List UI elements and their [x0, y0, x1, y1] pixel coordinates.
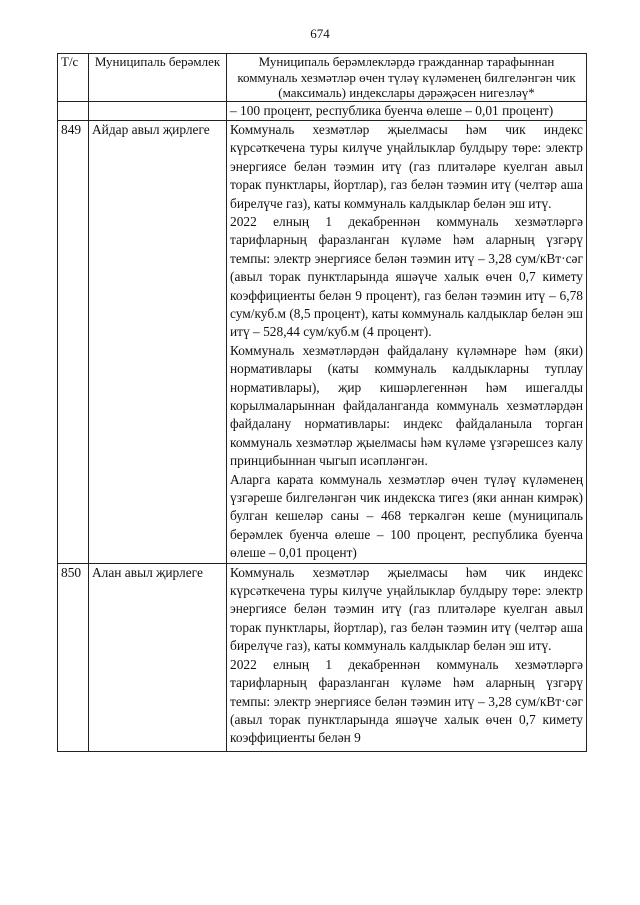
table-row — [58, 120, 587, 563]
municipal-index-table — [57, 53, 587, 752]
page-number: 674 — [310, 26, 330, 41]
description-paragraph: Коммуналь хезмәтләрдән файдалану күләмнәре һәм (яки) нормативлары (каты коммуналь калдыкларны туплау нормативлары), җир кишәрлегеннән һәм ишегалды корылмаларыннан файдаланганда коммуналь хезмәтләрдән файдалану нормативлары: индекс файдаланыла торган коммуналь хезмәтләр җыелмасы һәм күләме үзгәрешсез калу принцибыннан чыгып исәпләнгән. — [230, 342, 583, 469]
row-number — [58, 101, 89, 120]
header-number: Т/с — [58, 54, 89, 102]
description-paragraph: Коммуналь хезмәтләр җыелмасы һәм чик индекс күрсәткечена туры килүче уңайлыклар булдыру төре: электр энергиясе белән тәэмин итү (газ плитәләре куелган авыл торак пунктлары, йортлар), газ белән тәэмин итү (челтәр аша бирелүче газ), каты коммуналь калдыклар белән эш итү. — [230, 121, 583, 211]
header-municipality: Муниципаль берәмлек — [89, 54, 227, 102]
row-description — [227, 120, 587, 563]
row-municipality: Алан авыл җирлеге — [89, 563, 227, 751]
description-paragraph: 2022 елның 1 декабреннән коммуналь хезмәтләргә тарифларның фаразланган күләме һәм аларның үзгәрү темпы: электр энергиясе белән тәэмин итү – 3,28 сум/кВт·сәг (авыл торак пунктларында яшәүче халык өчен 0,7 кимету коэффициенты белән 9 — [230, 656, 583, 746]
table-row — [58, 101, 587, 120]
row-municipality: Айдар авыл җирлеге — [89, 120, 227, 563]
header-justification: Муниципаль берәмлекләрдә гражданнар тарафыннан коммуналь хезмәтләр өчен түләү күләменең билгеләнгән чик (максималь) индекслары дәрәҗәсен нигезләү* — [227, 54, 587, 102]
description-paragraph: 2022 елның 1 декабреннән коммуналь хезмәтләргә тарифларның фаразланган күләме һәм аларның үзгәрү темпы: электр энергиясе белән тәэмин итү – 3,28 сум/кВт·сәг (авыл торак пунктларында яшәүче халык өчен 0,7 кимету коэффициенты белән 9 процент), газ белән тәэмин итү – 6,78 сум/куб.м (8,5 процент), каты коммуналь калдыклар белән эш итү – 528,44 сум/куб.м (4 процент). — [230, 213, 583, 340]
row-description — [227, 563, 587, 751]
table-row — [58, 563, 587, 751]
row-description — [227, 101, 587, 120]
description-paragraph: Аларга карата коммуналь хезмәтләр өчен түләү күләменең үзгәреше билгеләнгән чик индекска тигез (яки аннан кимрәк) булган кешеләр саны – 468 теркәлгән кеше (муниципаль берәмлек буенча өлеше – 100 процент, республика буенча өлеше – 0,01 процент) — [230, 471, 583, 561]
description-paragraph: Коммуналь хезмәтләр җыелмасы һәм чик индекс күрсәткечена туры килүче уңайлыклар булдыру төре: электр энергиясе белән тәэмин итү (газ плитәләре куелган авыл торак пунктлары, йортлар), газ белән тәэмин итү (челтәр аша бирелүче газ), каты коммуналь калдыклар белән эш итү. — [230, 564, 583, 654]
row-municipality — [89, 101, 227, 120]
table-header-row — [58, 54, 587, 102]
description-paragraph: – 100 процент, республика буенча өлеше – 0,01 процент) — [230, 102, 554, 118]
row-number: 849 — [58, 120, 89, 563]
row-number: 850 — [58, 563, 89, 751]
